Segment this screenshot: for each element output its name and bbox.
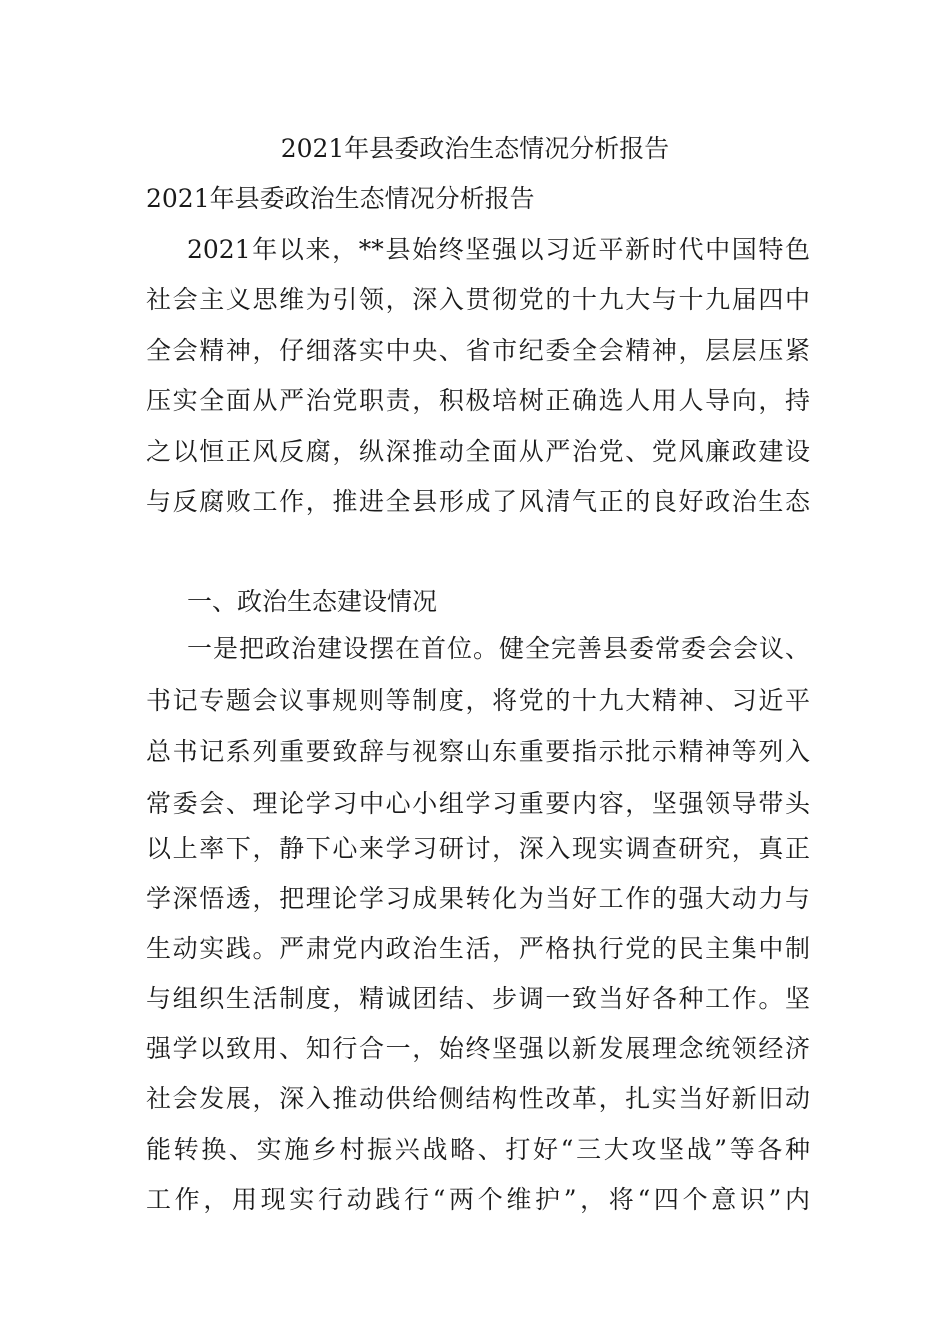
body-line: 一是把政治建设摆在首位。健全完善县委常委会会议、 bbox=[187, 634, 810, 663]
body-line: 能转换、实施乡村振兴战略、打好“三大攻坚战”等各种 bbox=[146, 1135, 810, 1164]
intro-line: 2021年以来，**县始终坚强以习近平新时代中国特色 bbox=[187, 235, 810, 264]
body-line: 学深悟透，把理论学习成果转化为当好工作的强大动力与 bbox=[146, 884, 810, 913]
body-line: 常委会、理论学习中心小组学习重要内容，坚强领导带头 bbox=[146, 789, 810, 818]
page-title: 2021年县委政治生态情况分析报告 bbox=[280, 134, 670, 163]
body-line: 生动实践。严肃党内政治生活，严格执行党的民主集中制 bbox=[146, 934, 810, 963]
intro-line: 社会主义思维为引领，深入贯彻党的十九大与十九届四中 bbox=[146, 285, 810, 314]
intro-line: 与反腐败工作，推进全县形成了风清气正的良好政治生态 bbox=[146, 487, 810, 516]
document-subtitle: 2021年县委政治生态情况分析报告 bbox=[146, 184, 535, 213]
intro-line: 之以恒正风反腐，纵深推动全面从严治党、党风廉政建设 bbox=[146, 437, 810, 466]
body-line: 工作，用现实行动践行“两个维护”，将“四个意识”内 bbox=[146, 1185, 810, 1214]
body-line: 强学以致用、知行合一，始终坚强以新发展理念统领经济 bbox=[146, 1034, 810, 1063]
body-line: 社会发展，深入推动供给侧结构性改革，扎实当好新旧动 bbox=[146, 1084, 810, 1113]
intro-line: 压实全面从严治党职责，积极培树正确选人用人导向，持 bbox=[146, 386, 810, 415]
body-line: 与组织生活制度，精诚团结、步调一致当好各种工作。坚 bbox=[146, 984, 810, 1013]
section-heading: 一、政治生态建设情况 bbox=[187, 587, 438, 616]
body-line: 以上率下，静下心来学习研讨，深入现实调查研究，真正 bbox=[146, 834, 810, 863]
body-line: 总书记系列重要致辞与视察山东重要指示批示精神等列入 bbox=[146, 737, 810, 766]
intro-line: 全会精神，仔细落实中央、省市纪委全会精神，层层压紧 bbox=[146, 336, 810, 365]
body-line: 书记专题会议事规则等制度，将党的十九大精神、习近平 bbox=[146, 686, 810, 715]
